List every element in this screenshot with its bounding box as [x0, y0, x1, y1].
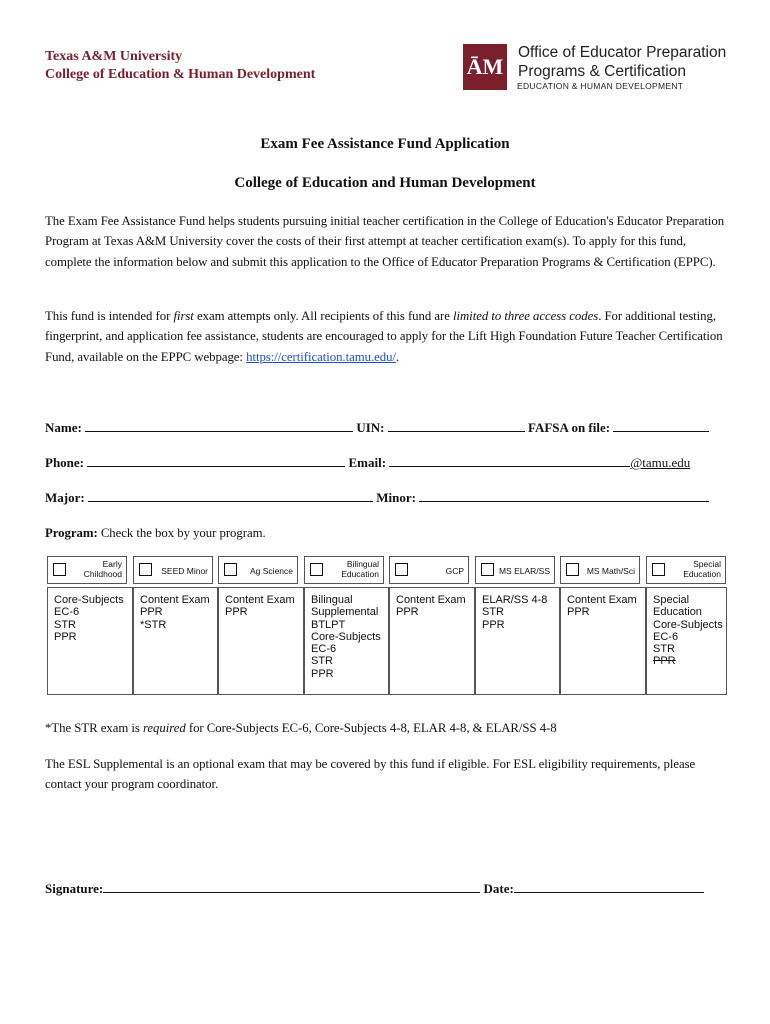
program-ms-elar-ss[interactable] — [475, 556, 555, 584]
signature-field[interactable] — [103, 880, 480, 893]
exam-item: STR — [482, 606, 504, 619]
program-name: Childhood — [83, 569, 122, 579]
program-name: Education — [341, 569, 379, 579]
exam-item: PPR — [140, 606, 163, 619]
exam-item: PPR — [225, 606, 248, 619]
uin-label: UIN: — [356, 420, 385, 435]
fund-note-text: . — [395, 349, 400, 364]
program-gcp[interactable] — [389, 556, 469, 584]
signature-label: Signature: — [45, 881, 104, 896]
university-name: Texas A&M University — [45, 49, 183, 64]
email-domain-suffix: @tamu.edu — [630, 455, 691, 470]
str-note-emphasis: required — [142, 721, 186, 735]
checkbox-ms-elar-ss[interactable] — [481, 563, 494, 576]
exam-item: Content Exam — [140, 594, 210, 606]
esl-note: The ESL Supplemental is an optional exam that may be covered by this fund if eligible. For ESL eligibility requirements, please contact your program coordinator. — [45, 757, 696, 792]
str-requirement-note — [45, 718, 725, 738]
str-note-text: *The STR exam is — [45, 721, 143, 735]
exam-item: STR — [54, 618, 76, 631]
exam-item: Content Exam — [567, 594, 637, 606]
exam-list-early-childhood — [47, 587, 133, 695]
office-line-2: Programs & Certification — [518, 63, 686, 80]
program-options — [47, 556, 727, 585]
fund-note-paragraph — [45, 306, 725, 367]
program-early-childhood[interactable] — [47, 556, 127, 584]
program-name: GCP — [445, 566, 464, 576]
field-row-phone — [45, 454, 725, 471]
str-note-text: for Core-Subjects EC-6, Core-Subjects 4-8, ELAR 4-8, & ELAR/SS 4-8 — [185, 721, 557, 735]
exam-item: Special — [653, 594, 690, 606]
office-name — [518, 43, 726, 81]
exam-item: Bilingual — [311, 594, 353, 606]
exam-item: *STR — [140, 618, 167, 631]
major-label: Major: — [45, 490, 85, 505]
fund-note-text: This fund is intended for — [45, 309, 174, 323]
university-header — [45, 48, 315, 84]
exam-list-ms-elar-ss — [475, 587, 560, 695]
phone-label: Phone: — [45, 455, 84, 470]
exam-list-bilingual-education — [304, 587, 389, 695]
program-name: Special — [693, 559, 721, 569]
exam-item: BTLPT — [311, 618, 346, 631]
program-instruction — [45, 523, 725, 543]
uin-field[interactable] — [388, 419, 525, 432]
exam-list-gcp — [389, 587, 475, 695]
name-field[interactable] — [85, 419, 353, 432]
field-row-major — [45, 489, 725, 506]
exam-item: EC-6 — [311, 643, 337, 656]
exam-item: EC-6 — [54, 606, 80, 619]
program-name: Early — [102, 559, 122, 569]
major-field[interactable] — [88, 489, 373, 502]
exam-list-ms-math-sci — [560, 587, 646, 695]
exam-item: Education — [653, 606, 702, 619]
phone-field[interactable] — [87, 454, 345, 467]
program-name: Bilingual — [346, 559, 379, 569]
exam-item: Core-Subjects — [653, 618, 723, 631]
fafsa-field[interactable] — [613, 419, 709, 432]
program-name: MS ELAR/SS — [498, 566, 550, 576]
signature-row — [45, 880, 725, 897]
checkbox-ms-math-sci[interactable] — [566, 563, 579, 576]
document-subtitle: College of Education and Human Development — [234, 175, 536, 191]
college-name: College of Education & Human Development — [45, 67, 316, 82]
exam-list-seed-minor — [133, 587, 218, 695]
intro-paragraph: The Exam Fee Assistance Fund helps students pursuing initial teacher certification in the College of Education's Educator Preparation Program at Texas A&M University cover the costs of their first attempt at teacher certification exam(s). To apply for this fund, complete the information below and submit this application to the Office of Educator Preparation Programs & Certification (EPPC). — [45, 214, 725, 269]
exam-item: EC-6 — [653, 630, 679, 643]
exam-item: PPR — [396, 606, 419, 619]
exam-list-special-education — [646, 587, 727, 695]
exam-item: STR — [653, 643, 675, 656]
tamu-logo — [463, 44, 507, 90]
name-label: Name: — [45, 420, 82, 435]
exam-item: Core-Subjects — [311, 630, 381, 643]
date-label: Date: — [483, 881, 514, 896]
logo-text: ĀM — [466, 54, 504, 79]
exam-item: PPR — [653, 655, 676, 668]
exam-item: Content Exam — [396, 594, 466, 606]
program-ms-math-sci[interactable] — [560, 556, 640, 584]
fund-note-text: . For additional testing, fingerprint, and application fee assistance, students are encouraged to apply for the Lift High Foundation Future Teacher Certification Fund, available on the EPPC webpage: — [45, 309, 723, 364]
email-label: Email: — [348, 455, 387, 470]
exam-item: Supplemental — [311, 606, 379, 619]
exam-item: PPR — [482, 618, 505, 631]
fund-note-text: exam attempts only. All recipients of this fund are — [193, 309, 453, 323]
exam-item: Content Exam — [225, 594, 295, 606]
program-name: Ag Science — [250, 566, 293, 576]
checkbox-early-childhood[interactable] — [53, 563, 66, 576]
program-seed-minor[interactable] — [133, 556, 213, 584]
program-ag-science[interactable] — [218, 556, 298, 584]
checkbox-ag-science[interactable] — [224, 563, 237, 576]
field-row-name — [45, 419, 725, 436]
checkbox-gcp[interactable] — [395, 563, 408, 576]
program-special-education[interactable] — [646, 556, 726, 584]
exam-item: ELAR/SS 4-8 — [482, 594, 548, 606]
checkbox-special-education[interactable] — [652, 563, 665, 576]
exam-item: PPR — [54, 630, 77, 643]
exam-item: PPR — [311, 667, 334, 680]
eppc-webpage-link[interactable]: https://certification.tamu.edu/ — [246, 349, 396, 364]
email-field[interactable] — [389, 454, 630, 467]
minor-label: Minor: — [376, 490, 416, 505]
fund-note-emphasis-first: first — [173, 309, 194, 323]
minor-field[interactable] — [419, 489, 709, 502]
fafsa-label: FAFSA on file: — [528, 420, 611, 435]
exam-list-ag-science — [218, 587, 304, 695]
program-name: SEED Minor — [161, 566, 208, 576]
office-subtitle: EDUCATION & HUMAN DEVELOPMENT — [517, 81, 684, 91]
exam-item: PPR — [567, 606, 590, 619]
program-name: Education — [683, 569, 721, 579]
date-field[interactable] — [514, 880, 704, 893]
exam-item: STR — [311, 655, 333, 668]
fund-note-emphasis-limit: limited to three access codes — [452, 309, 599, 323]
exam-item: Core-Subjects — [54, 594, 124, 606]
checkbox-bilingual-education[interactable] — [310, 563, 323, 576]
program-name: MS Math/Sci — [586, 566, 635, 576]
document-title: Exam Fee Assistance Fund Application — [260, 136, 510, 152]
program-label: Program: — [45, 526, 98, 540]
program-bilingual-education[interactable] — [304, 556, 384, 584]
program-instruction-text: Check the box by your program. — [97, 526, 266, 540]
checkbox-seed-minor[interactable] — [139, 563, 152, 576]
office-line-1: Office of Educator Preparation — [518, 44, 727, 61]
